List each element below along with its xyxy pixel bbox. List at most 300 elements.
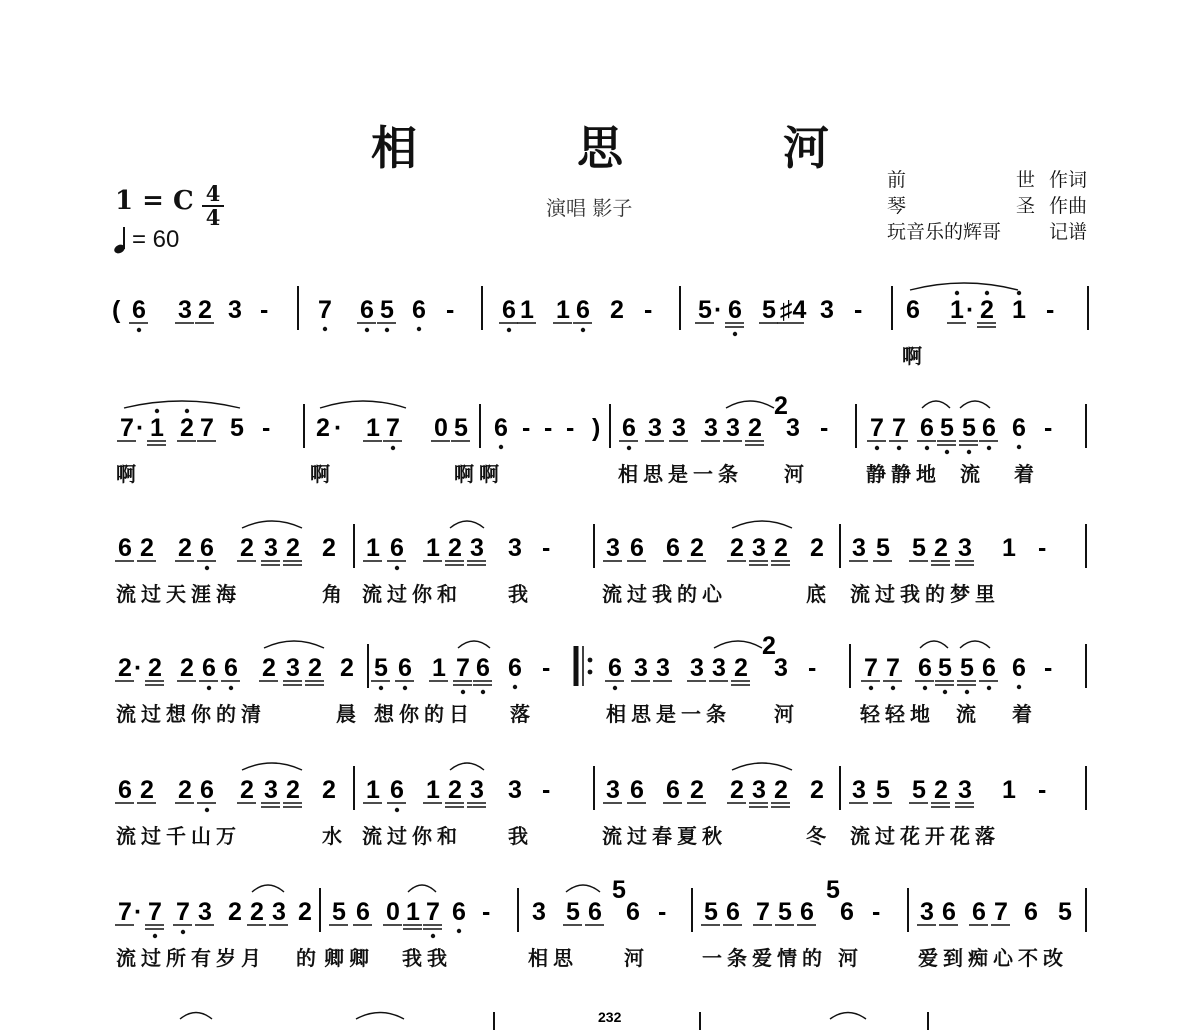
- low-octave-dot: [1017, 445, 1021, 449]
- grace-note: 5: [612, 876, 626, 904]
- lyric-text: 水: [322, 824, 347, 848]
- note: 5: [454, 414, 468, 442]
- lyric-text: 流过千山万: [116, 824, 241, 848]
- note: 1: [366, 534, 380, 562]
- note: 6: [630, 534, 644, 562]
- note: 6: [666, 534, 680, 562]
- note: 7: [756, 898, 770, 926]
- note: 6: [1012, 414, 1026, 442]
- lyric-text: 河: [774, 702, 799, 726]
- note: 6: [508, 654, 522, 682]
- lyric-text: 角: [322, 582, 347, 606]
- note: ·: [136, 414, 145, 442]
- note: -: [542, 776, 551, 804]
- note: 5: [912, 776, 926, 804]
- note: 5: [230, 414, 244, 442]
- note: 1: [950, 296, 964, 324]
- lyric-text: 流过所有岁月: [116, 946, 266, 970]
- low-octave-dot: [395, 566, 399, 570]
- lyric-text: 流过你和: [362, 824, 462, 848]
- note: 2: [198, 296, 212, 324]
- low-octave-dot: [391, 446, 395, 450]
- note: 3: [606, 534, 620, 562]
- low-octave-dot: [417, 327, 421, 331]
- song-title: 相 思 河: [370, 121, 902, 175]
- note: 3: [704, 414, 718, 442]
- low-octave-dot: [205, 808, 209, 812]
- note: 6: [920, 414, 934, 442]
- lyric-text: 河: [784, 462, 809, 486]
- lyric-text: 河: [838, 946, 863, 970]
- note: 7: [120, 414, 134, 442]
- note: 2: [774, 534, 788, 562]
- lyric-text: 流过春夏秋: [602, 824, 727, 848]
- low-octave-dot: [499, 445, 503, 449]
- lyric-text: 一条爱情的: [702, 946, 827, 970]
- slur: [242, 521, 302, 528]
- lyric-text: 流过天涯海: [116, 582, 241, 606]
- note: 3: [606, 776, 620, 804]
- note: 2: [286, 776, 300, 804]
- lyric-text: 轻轻地: [860, 702, 935, 726]
- note: 5: [762, 296, 776, 324]
- note: 6: [132, 296, 146, 324]
- notes-row: [110, 762, 1095, 822]
- note: 7: [870, 414, 884, 442]
- note: 1: [426, 776, 440, 804]
- note: 1: [366, 414, 380, 442]
- note: 7: [386, 414, 400, 442]
- note: -: [658, 898, 667, 926]
- lyric-text: 爱到痴心不改: [918, 946, 1068, 970]
- note: 0: [434, 414, 448, 442]
- note: 6: [398, 654, 412, 682]
- note: 1: [406, 898, 420, 926]
- note: 3: [820, 296, 834, 324]
- note: 6: [360, 296, 374, 324]
- low-octave-dot: [513, 685, 517, 689]
- note: 6: [728, 296, 742, 324]
- low-octave-dot: [943, 690, 947, 694]
- notes-row: [110, 392, 1095, 460]
- note: 5: [876, 534, 890, 562]
- slur: [920, 641, 948, 648]
- note: 6: [494, 414, 508, 442]
- note: 6: [726, 898, 740, 926]
- note: 7: [200, 414, 214, 442]
- note: 7: [456, 654, 470, 682]
- note: 5: [566, 898, 580, 926]
- notes-row: [110, 520, 1095, 580]
- note: 6: [608, 654, 622, 682]
- grace-note: 5: [826, 876, 840, 904]
- note: 0: [386, 898, 400, 926]
- note: 7: [864, 654, 878, 682]
- high-octave-dot: [155, 409, 159, 413]
- note: 2: [228, 898, 242, 926]
- note: 6: [502, 296, 516, 324]
- note: 3: [726, 414, 740, 442]
- note: -: [872, 898, 881, 926]
- note: 2: [118, 654, 132, 682]
- note: 2: [262, 654, 276, 682]
- note: -: [482, 898, 491, 926]
- low-octave-dot: [987, 446, 991, 450]
- note: -: [1044, 414, 1053, 442]
- note: 5: [962, 414, 976, 442]
- note: 3: [648, 414, 662, 442]
- note: 2: [610, 296, 624, 324]
- note: 7: [148, 898, 162, 926]
- note: 2: [690, 534, 704, 562]
- note: 3: [198, 898, 212, 926]
- note: 1: [432, 654, 446, 682]
- note: -: [262, 414, 271, 442]
- low-octave-dot: [365, 328, 369, 332]
- note: 1: [150, 414, 164, 442]
- low-octave-dot: [457, 929, 461, 933]
- low-octave-dot: [379, 686, 383, 690]
- lyric-text: 冬: [806, 824, 831, 848]
- note: 6: [918, 654, 932, 682]
- note: ·: [966, 296, 975, 324]
- note: 7: [318, 296, 332, 324]
- slur: [960, 641, 990, 648]
- note: 2: [316, 414, 330, 442]
- slur: [732, 521, 792, 528]
- note: 7: [118, 898, 132, 926]
- note: 2: [934, 534, 948, 562]
- slur: [450, 763, 484, 770]
- lyric-text: 流: [956, 702, 981, 726]
- note: ·: [134, 898, 143, 926]
- low-octave-dot: [403, 686, 407, 690]
- time-signature: 4 4: [202, 184, 224, 228]
- note: 2: [286, 534, 300, 562]
- note: 3: [786, 414, 800, 442]
- note: 2: [340, 654, 354, 682]
- note: 3: [774, 654, 788, 682]
- note: 3: [228, 296, 242, 324]
- transcriber-credit: 玩音乐的辉哥 记谱: [887, 220, 1087, 243]
- note: 3: [958, 776, 972, 804]
- note: 6: [452, 898, 466, 926]
- low-octave-dot: [627, 446, 631, 450]
- slur: [264, 641, 324, 648]
- note: 2: [810, 534, 824, 562]
- note: 2: [810, 776, 824, 804]
- note: 1: [1002, 776, 1016, 804]
- lyrics-row: [110, 698, 1095, 728]
- note: 6: [476, 654, 490, 682]
- note: 7: [892, 414, 906, 442]
- slur: [242, 763, 302, 770]
- low-octave-dot: [323, 327, 327, 331]
- note: 5: [704, 898, 718, 926]
- note: 6: [412, 296, 426, 324]
- slur: [566, 885, 600, 892]
- low-octave-dot: [1017, 685, 1021, 689]
- lyric-text: 卿卿: [324, 946, 374, 970]
- low-octave-dot: [923, 686, 927, 690]
- lyric-text: 啊: [310, 462, 335, 486]
- lyric-text: 流过我的心: [602, 582, 727, 606]
- note: 6: [666, 776, 680, 804]
- low-octave-dot: [229, 686, 233, 690]
- note: 2: [448, 776, 462, 804]
- note: -: [260, 296, 269, 324]
- note: 2: [240, 534, 254, 562]
- notes-row: [110, 282, 1095, 342]
- note: 2: [980, 296, 994, 324]
- low-octave-dot: [395, 808, 399, 812]
- low-octave-dot: [613, 686, 617, 690]
- note: 6: [800, 898, 814, 926]
- note: -: [566, 414, 575, 442]
- credits: [887, 165, 1087, 243]
- lyrics-row: [110, 578, 1095, 608]
- note: 6: [576, 296, 590, 324]
- note: 2: [298, 898, 312, 926]
- note: -: [808, 654, 817, 682]
- note: 2: [322, 776, 336, 804]
- slur: [910, 283, 1018, 290]
- note: 3: [634, 654, 648, 682]
- slur: [960, 401, 990, 408]
- lyric-text: 我: [508, 824, 533, 848]
- note: 2: [730, 534, 744, 562]
- note: 3: [690, 654, 704, 682]
- notes-row: [110, 876, 1095, 944]
- note: 2: [140, 534, 154, 562]
- lyric-text: 河: [624, 946, 649, 970]
- tempo-marking: = 60: [114, 226, 179, 254]
- high-octave-dot: [955, 291, 959, 295]
- note: -: [1038, 534, 1047, 562]
- note: 5: [332, 898, 346, 926]
- note: 6: [982, 654, 996, 682]
- note: -: [644, 296, 653, 324]
- note: 3: [920, 898, 934, 926]
- note: -: [854, 296, 863, 324]
- note: 7: [176, 898, 190, 926]
- note: 5: [698, 296, 712, 324]
- lyrics-row: [110, 458, 1095, 488]
- note: 6: [390, 776, 404, 804]
- slur: [732, 763, 792, 770]
- lyric-text: 着: [1014, 462, 1039, 486]
- note: 6: [1024, 898, 1038, 926]
- note: -: [542, 654, 551, 682]
- note: 5: [876, 776, 890, 804]
- note: -: [1046, 296, 1055, 324]
- note: 6: [356, 898, 370, 926]
- note: 1: [426, 534, 440, 562]
- lyric-text: 我: [508, 582, 533, 606]
- note: 6: [942, 898, 956, 926]
- low-octave-dot: [965, 690, 969, 694]
- key-signature: 1 = C: [115, 186, 194, 216]
- note: 6: [390, 534, 404, 562]
- note: 5: [778, 898, 792, 926]
- quarter-note-icon: [114, 227, 126, 253]
- note: 5: [374, 654, 388, 682]
- lyric-text: 相思: [528, 946, 578, 970]
- note: 2: [308, 654, 322, 682]
- note: 3: [286, 654, 300, 682]
- lyric-text: 落: [510, 702, 535, 726]
- slur: [252, 885, 284, 892]
- note: 2: [178, 776, 192, 804]
- lyrics-row: [110, 340, 1095, 370]
- note: ♯4: [780, 296, 807, 324]
- lyric-text: 想你的日: [374, 702, 474, 726]
- lyric-text: 我我: [402, 946, 452, 970]
- note: 2: [934, 776, 948, 804]
- lyric-text: 流: [960, 462, 985, 486]
- note: 6: [626, 898, 640, 926]
- note: 7: [426, 898, 440, 926]
- low-octave-dot: [181, 930, 185, 934]
- slur: [726, 401, 774, 408]
- note: -: [522, 414, 531, 442]
- note: 3: [470, 534, 484, 562]
- note: 2: [178, 534, 192, 562]
- note: 5: [940, 414, 954, 442]
- lyric-text: 流过我的梦里: [850, 582, 1000, 606]
- note: -: [820, 414, 829, 442]
- note: 5: [960, 654, 974, 682]
- low-octave-dot: [891, 686, 895, 690]
- note: 2: [180, 414, 194, 442]
- note: 2: [240, 776, 254, 804]
- note: (: [112, 296, 121, 324]
- slur: [458, 641, 490, 648]
- slur: [450, 521, 484, 528]
- note: -: [542, 534, 551, 562]
- lyricist-credit: 前 世 作词: [887, 168, 1087, 191]
- slur: [714, 641, 762, 648]
- low-octave-dot: [207, 686, 211, 690]
- singer-credit: 演唱 影子: [546, 196, 633, 220]
- note: 6: [906, 296, 920, 324]
- lyric-text: 着: [1012, 702, 1037, 726]
- note: 3: [958, 534, 972, 562]
- note: 2: [180, 654, 194, 682]
- lyrics-row: [110, 820, 1095, 850]
- note: -: [1044, 654, 1053, 682]
- lyric-text: 静静地: [866, 462, 941, 486]
- low-octave-dot: [967, 450, 971, 454]
- lyric-text: 的: [296, 946, 321, 970]
- low-octave-dot: [875, 446, 879, 450]
- note: 6: [622, 414, 636, 442]
- note: 6: [202, 654, 216, 682]
- lyric-text: 相思是一条: [618, 462, 743, 486]
- low-octave-dot: [507, 328, 511, 332]
- lyric-text: 流过你和: [362, 582, 462, 606]
- note: ·: [134, 654, 143, 682]
- note: 3: [470, 776, 484, 804]
- low-octave-dot: [431, 934, 435, 938]
- note: 6: [840, 898, 854, 926]
- note: 2: [140, 776, 154, 804]
- note: 2: [690, 776, 704, 804]
- slur: [320, 401, 406, 408]
- lyric-text: 流过花开花落: [850, 824, 1000, 848]
- note: -: [446, 296, 455, 324]
- low-octave-dot: [869, 686, 873, 690]
- notes-row: [110, 632, 1095, 700]
- low-octave-dot: [897, 446, 901, 450]
- note: 2: [774, 776, 788, 804]
- composer-credit: 琴 圣 作曲: [887, 194, 1087, 217]
- low-octave-dot: [137, 328, 141, 332]
- note: 1: [556, 296, 570, 324]
- low-octave-dot: [153, 934, 157, 938]
- note: 6: [588, 898, 602, 926]
- low-octave-dot: [385, 328, 389, 332]
- note: 3: [264, 534, 278, 562]
- note: -: [544, 414, 553, 442]
- note: 1: [1002, 534, 1016, 562]
- note: 3: [532, 898, 546, 926]
- low-octave-dot: [205, 566, 209, 570]
- note: -: [1038, 776, 1047, 804]
- note: 5: [1058, 898, 1072, 926]
- note: 3: [752, 776, 766, 804]
- note: 6: [982, 414, 996, 442]
- note: 2: [448, 534, 462, 562]
- note: ·: [334, 414, 343, 442]
- note: 3: [672, 414, 686, 442]
- note: 2: [148, 654, 162, 682]
- slur: [124, 401, 240, 408]
- partial-next-line: [0, 1000, 1200, 1030]
- note: 6: [200, 534, 214, 562]
- note: 6: [118, 776, 132, 804]
- note: 2: [734, 654, 748, 682]
- grace-note: 2: [774, 392, 788, 420]
- note: 1: [1012, 296, 1026, 324]
- note: 7: [994, 898, 1008, 926]
- note: 6: [118, 534, 132, 562]
- note: 2: [322, 534, 336, 562]
- slur: [922, 401, 950, 408]
- note: 3: [508, 534, 522, 562]
- slur: [408, 885, 436, 892]
- lyric-text: 流过想你的清: [116, 702, 266, 726]
- low-octave-dot: [481, 690, 485, 694]
- lyrics-row: [110, 942, 1095, 972]
- note: 3: [178, 296, 192, 324]
- lyric-text: 啊啊: [454, 462, 504, 486]
- lyric-text: 相思是一条: [606, 702, 731, 726]
- low-octave-dot: [461, 690, 465, 694]
- note: 7: [886, 654, 900, 682]
- lyric-text: 啊: [902, 344, 927, 368]
- note: 3: [712, 654, 726, 682]
- note: 6: [630, 776, 644, 804]
- note: 3: [264, 776, 278, 804]
- note: 1: [366, 776, 380, 804]
- note: 3: [752, 534, 766, 562]
- note: 2: [250, 898, 264, 926]
- low-octave-dot: [925, 446, 929, 450]
- note: ): [592, 414, 601, 442]
- note: 6: [1012, 654, 1026, 682]
- note: 6: [224, 654, 238, 682]
